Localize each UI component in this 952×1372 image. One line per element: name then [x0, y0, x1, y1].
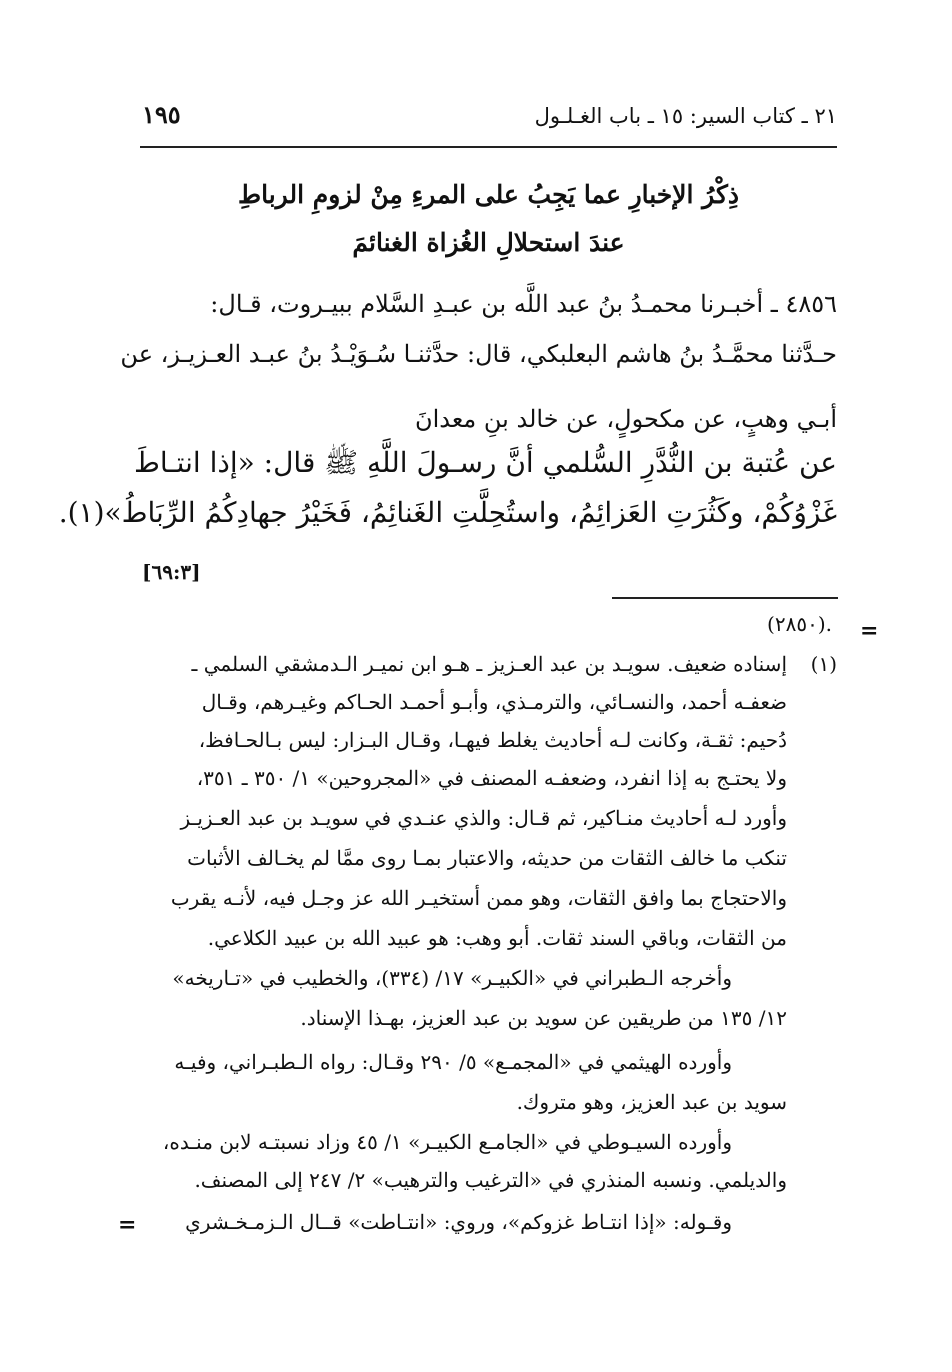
footnote-number: (١): [810, 652, 837, 676]
footnote-line: وأخرجه الـطبراني في «الكبيـر» ١٧/ (٣٣٤)، والخطيب في «تـاريخه»: [172, 966, 732, 990]
footnote-line: وأورده السيـوطي في «الجامـع الكبيـر» ١/ ٤٥ وزاد نسبتـه لابن منـده،: [162, 1130, 732, 1154]
continuation-mark-bottom: =: [118, 1212, 137, 1238]
isnad-line-1: ٤٨٥٦ ـ أخبـرنا محمـدُ بنُ عبد اللَّه بن عبـدِ السَّلام ببيـروت، قـال:: [210, 290, 837, 318]
volume-reference: [٦٩:٣]: [142, 560, 201, 584]
isnad-line-2: حـدَّثنا محمَّـدُ بنُ هاشم البعلبكي، قال: حدَّثنـا سُـوَيْـدُ بنُ عبـد العـزيـز، عن: [120, 340, 837, 368]
footnote-line: دُحيم: ثقـة، وكانت لـه أحاديث يغلط فيهـا، وقـال البـزار: ليس بـالحـافظ،: [198, 728, 787, 752]
hadith-line-2: غَزْوُكُمْ، وكَثُرَتِ العَزائِمُ، واستُحِلَّتِ الغَنائِمُ، فَخَيْرُ جهادِكُمُ الرِّبَاطُ»(١).: [58, 496, 837, 529]
footnote-rule: [612, 597, 838, 599]
footnote-line: والاحتجاج بما وافق الثقات، وهو ممن أستخيـر الله عز وجـل فيه، لأنـه يقرب: [170, 886, 787, 910]
continuation-mark-top: =: [860, 618, 879, 644]
footnote-intro: .(٢٨٥٠): [767, 612, 832, 636]
running-header-title: ٢١ ـ كتاب السير: ١٥ ـ باب الغـلـول: [534, 104, 837, 128]
footnote-line: والديلمي. ونسبه المنذري في «الترغيب والترهيب» ٢/ ٢٤٧ إلى المصنف.: [194, 1168, 787, 1192]
footnote-line: إسناده ضعيف. سويـد بن عبد العـزيز ـ هـو ابن نميـر الـدمشقي السلمي ـ: [191, 652, 787, 676]
footnote-line: من الثقات، وباقي السند ثقات. أبو وهب: هو عبيد الله بن عبيد الكلاعي.: [207, 926, 787, 950]
header-rule: [140, 146, 837, 148]
page-number: ١٩٥: [142, 100, 181, 129]
footnote-line: وأورده الهيثمي في «المجمـع» ٥/ ٢٩٠ وقـال: رواه الـطبـراني، وفيـه: [174, 1050, 732, 1074]
section-title-line-2: عندَ استحلالِ الغُزاة الغنائمَ: [352, 228, 625, 257]
section-title-line-1: ذِكْرُ الإخبارِ عما يَجِبُ على المرءِ مِنْ لزومِ الرباطِ: [237, 180, 739, 209]
hadith-line-1: عن عُتبة بن النُّدَّرِ السُّلمي أنَّ رسـولَ اللَّهِ ﷺ قال: «إذا انتـاطَ: [134, 446, 837, 479]
footnote-line: تنكب ما خالف الثقات من حديثه، والاعتبار بمـا روى ممَّا لم يخـالف الأثبات: [187, 846, 787, 870]
footnote-line: ١٢/ ١٣٥ من طريقين عن سويد بن عبد العزيز، بهـذا الإسناد.: [300, 1006, 787, 1030]
footnote-line: سويد بن عبد العزيز، وهو متروك.: [516, 1090, 787, 1114]
footnote-line: ولا يحتـج به إذا انفرد، وضعفـه المصنف في «المجروحين» ١/ ٣٥٠ ـ ٣٥١،: [196, 766, 787, 790]
footnote-line: وأورد لـه أحاديث منـاكير، ثم قـال: والذي عنـدي في سويـد بن عبد العـزيـز: [180, 806, 787, 830]
footnote-line: وقـوله: «إذا انتـاط غزوكم»، وروي: «انتـاطت» قــال الـزمـخـشري: [185, 1210, 732, 1234]
footnote-line: ضعفـه أحمد، والنسـائي، والترمـذي، وأبـو أحمـد الحـاكم وغيـرهم، وقـال: [201, 690, 787, 714]
isnad-line-3: أبـي وهبٍ، عن مكحولٍ، عن خالد بنِ معدانَ: [414, 405, 837, 433]
